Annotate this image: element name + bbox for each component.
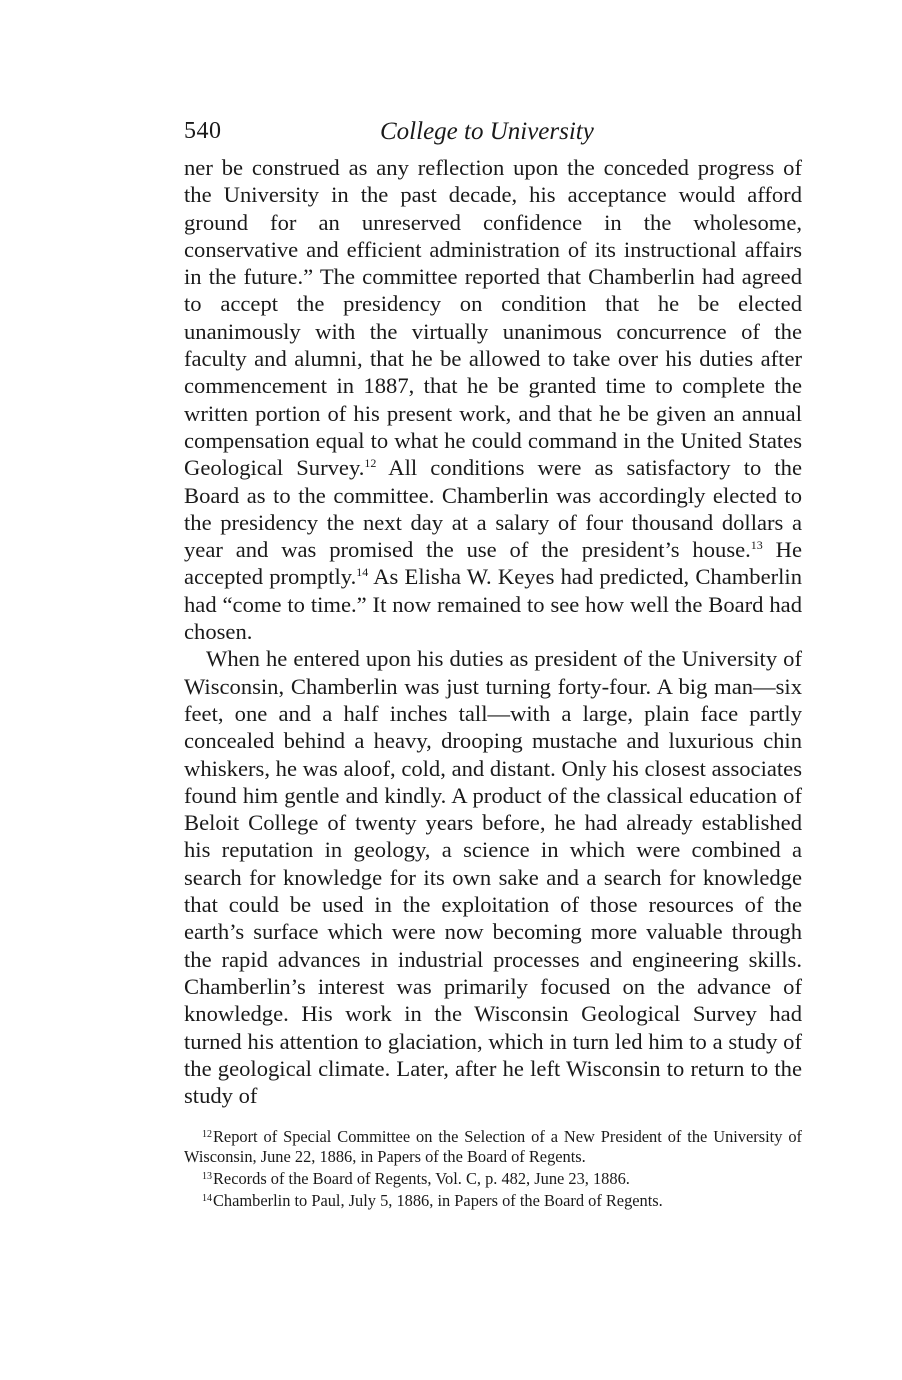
footnote [184,1125,802,1167]
footnotes [184,1125,802,1211]
paragraph [184,645,802,1109]
running-title: College to University [380,118,594,145]
footnote-reference: 13 [750,538,763,553]
footnote-text: Report of Special Committee on the Selection of a New President of the University of Wisconsin, June 22, 1886, in Papers of the Board of Regents. [184,1127,802,1167]
footnote [184,1189,802,1211]
footnote-mark: 14 [202,1193,212,1205]
body-text [184,154,802,1109]
footnote-text: Records of the Board of Regents, Vol. C, p. 482, June 23, 1886. [213,1169,630,1189]
footnote-reference: 12 [364,456,377,471]
footnote-reference: 14 [356,565,369,580]
footnote-text: Chamberlin to Paul, July 5, 1886, in Papers of the Board of Regents. [213,1191,663,1211]
paragraph-text: He accepted promptly. [184,537,802,590]
footnote-mark: 13 [202,1171,212,1183]
paragraph-text: When he entered upon his duties as president of the University of Wisconsin, Chamberlin was just turning forty-four. A big man—six feet, one and a half inches tall—with a large, plain face partly concealed behind a heavy, drooping mustache and luxurious chin whiskers, he was aloof, cold, and distant. Only his closest associates found him gentle and kindly. A product of the classical education of Beloit College of twenty years before, he had already established his reputation in geology, a science in which were combined a search for knowledge for its own sake and a search for knowledge that could be used in the exploitation of those resources of the earth’s surface which were now becoming more valuable through the rapid advances in industrial processes and engineering skills. Chamberlin’s interest was primarily focused on the advance of knowledge. His work in the Wisconsin Geological Survey had turned his attention to glaciation, which in turn led him to a study of the geological climate. Later, after he left Wisconsin to return to the study of [184,646,802,1109]
footnote-mark: 12 [202,1129,212,1141]
paragraph-text: ner be construed as any reflection upon the conceded progress of the University in the past decade, his acceptance would afford ground for an unreserved confidence in the wholesome, conservative and efficient administration of its instructional affairs in the future.” The committee reported that Chamberlin had agreed to accept the presidency on condition that he be elected unanimously with the virtually unanimous concurrence of the faculty and alumni, that he be allowed to take over his duties after commencement in 1887, that he be granted time to complete the written portion of his present work, and that he be given an annual compensation equal to what he could command in the United States Geological Survey. [184,155,802,481]
book-page [184,112,802,1211]
footnote [184,1167,802,1189]
paragraph-text: As Elisha W. Keyes had predicted, Chamberlin had “come to time.” It now remained to see how well the Board had chosen. [184,564,802,645]
paragraph-text: All conditions were as satisfactory to the Board as to the committee. Chamberlin was accordingly elected to the presidency the next day at a salary of four thousand dollars a year and was promised the use of the president’s house. [184,455,802,563]
page-number: 540 [184,118,222,144]
running-head [184,112,802,154]
paragraph [184,154,802,645]
